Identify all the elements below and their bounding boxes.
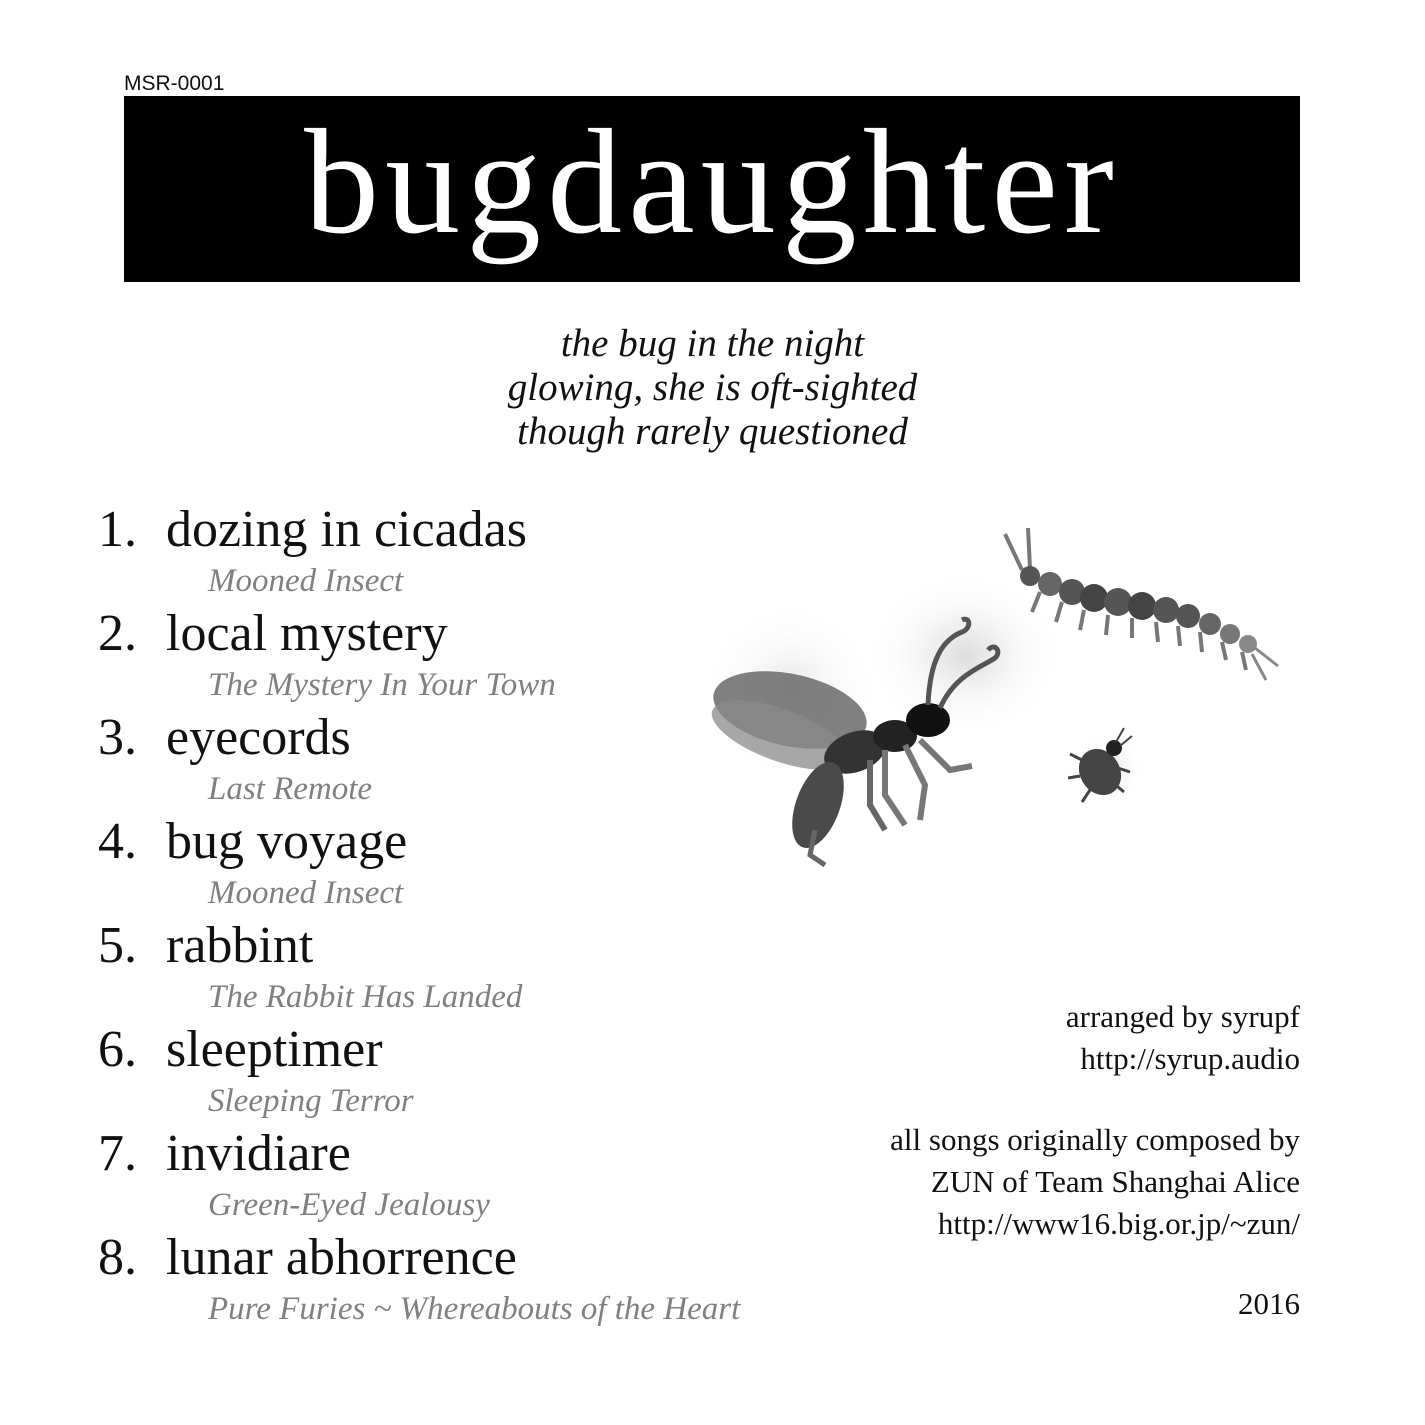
haiku-line: though rarely questioned: [517, 410, 908, 453]
track-original: Pure Furies ~ Whereabouts of the Heart: [208, 1291, 741, 1327]
haiku-line: glowing, she is oft-sighted: [507, 366, 918, 409]
track-title: rabbint: [166, 917, 314, 974]
track-title: bug voyage: [166, 813, 408, 870]
track-item: [98, 1124, 858, 1228]
track-title: dozing in cicadas: [166, 501, 527, 558]
track-original: The Rabbit Has Landed: [208, 979, 523, 1015]
track-title: eyecords: [166, 709, 351, 766]
credits: [890, 996, 1300, 1325]
track-number: 3.: [98, 709, 137, 766]
track-title: sleeptimer: [166, 1021, 383, 1078]
haiku: [0, 322, 1425, 454]
track-title: lunar abhorrence: [166, 1229, 517, 1286]
arranger-credit: arranged by syrupf: [1065, 999, 1300, 1034]
track-original: The Mystery In Your Town: [208, 667, 556, 703]
track-original: Mooned Insect: [208, 563, 404, 599]
track-number: 4.: [98, 813, 137, 870]
track-title: invidiare: [166, 1125, 351, 1182]
composer-credit: all songs originally composed by: [890, 1122, 1300, 1157]
track-original: Sleeping Terror: [208, 1083, 414, 1119]
track-number: 6.: [98, 1021, 137, 1078]
track-original: Green-Eyed Jealousy: [208, 1187, 490, 1223]
beetle-illustration: [1068, 728, 1146, 806]
haiku-line: the bug in the night: [560, 322, 865, 365]
track-number: 7.: [98, 1125, 137, 1182]
composer-url: http://www16.big.or.jp/~zun/: [937, 1206, 1300, 1241]
album-title: bugdaughter: [304, 99, 1120, 265]
firefly-illustration: [700, 570, 1065, 865]
track-number: 1.: [98, 501, 137, 558]
composer-credit: ZUN of Team Shanghai Alice: [930, 1164, 1300, 1199]
track-item: [98, 916, 858, 1020]
track-original: Last Remote: [208, 771, 373, 807]
track-item: [98, 1020, 858, 1124]
track-item: [98, 1228, 858, 1332]
track-number: 2.: [98, 605, 137, 662]
arranger-url: http://syrup.audio: [1080, 1041, 1300, 1076]
track-number: 8.: [98, 1229, 137, 1286]
title-banner: [124, 96, 1300, 282]
track-original: Mooned Insect: [208, 875, 404, 911]
track-title: local mystery: [166, 605, 448, 662]
track-number: 5.: [98, 917, 137, 974]
insect-artwork: [680, 520, 1300, 900]
release-year: 2016: [1238, 1286, 1300, 1321]
catalog-number: MSR-0001: [124, 72, 225, 95]
